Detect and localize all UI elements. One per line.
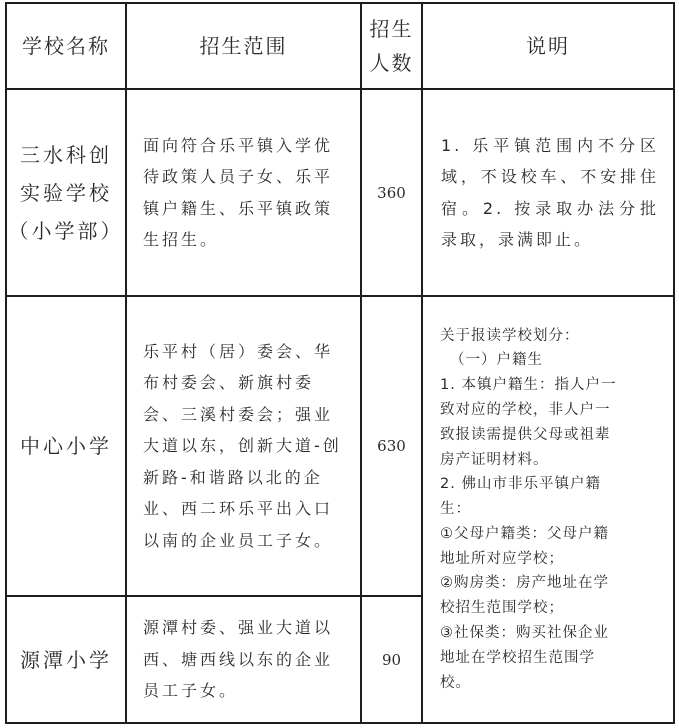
range-yuantan: 源潭村委、强业大道以西、塘西线以东的企业员工子女。 [143,618,334,701]
note-line: 生： [440,501,471,518]
note-shared [423,297,673,722]
header-quota: 招生 人数 [369,17,414,75]
note-line: 1. 本镇户籍生：指人户一 [440,377,617,394]
note-line: 地址在学校招生范围学 [440,649,595,666]
note-line: 校招生范围学校； [440,600,564,617]
school-name-zhongxin: 中心小学 [20,434,112,458]
table-border-right [673,2,675,724]
range-zhongxin: 乐平村（居）委会、华布村委会、新旗村委会、三溪村委会；强业大道以东，创新大道-创新路-和谐路以北的企业、西二环乐平出入口以南的企业员工子女。 [143,341,342,550]
note-line: （一）户籍生 [450,352,543,369]
header-school: 学校名称 [22,34,110,58]
note-line: 房产证明材料。 [440,451,549,468]
school-name-kechuang: 三水科创 实验学校 （小学部） [8,142,124,243]
note-line: 致对应的学校，非人户一 [440,401,611,418]
table-border-bottom [5,722,675,724]
admission-table [5,2,675,724]
note-line: 致报读需提供父母或祖辈 [440,426,611,443]
note-line: ①父母户籍类：父母户籍 [440,525,609,542]
note-line: 2. 佛山市非乐平镇户籍 [440,476,601,493]
range-kechuang: 面向符合乐平镇入学优待政策人员子女、乐平镇户籍生、乐平镇政策生招生。 [143,135,334,249]
quota-yuantan: 90 [381,650,402,669]
note-line: 关于报读学校划分： [440,327,580,344]
quota-kechuang: 360 [377,183,406,202]
quota-zhongxin: 630 [377,437,406,455]
note-line: ②购房类：房产地址在学 [440,575,609,592]
note-kechuang: 1. 乐平镇范围内不分区域，不设校车、不安排住宿。2. 按录取办法分批录取，录满即止。 [441,135,659,249]
header-note: 说明 [526,34,570,58]
note-line: ③社保类：购买社保企业 [440,625,609,642]
note-line: 校。 [440,674,471,691]
note-line: 地址所对应学校； [440,550,564,567]
header-range: 招生范围 [199,34,288,58]
school-name-yuantan: 源潭小学 [20,647,112,672]
